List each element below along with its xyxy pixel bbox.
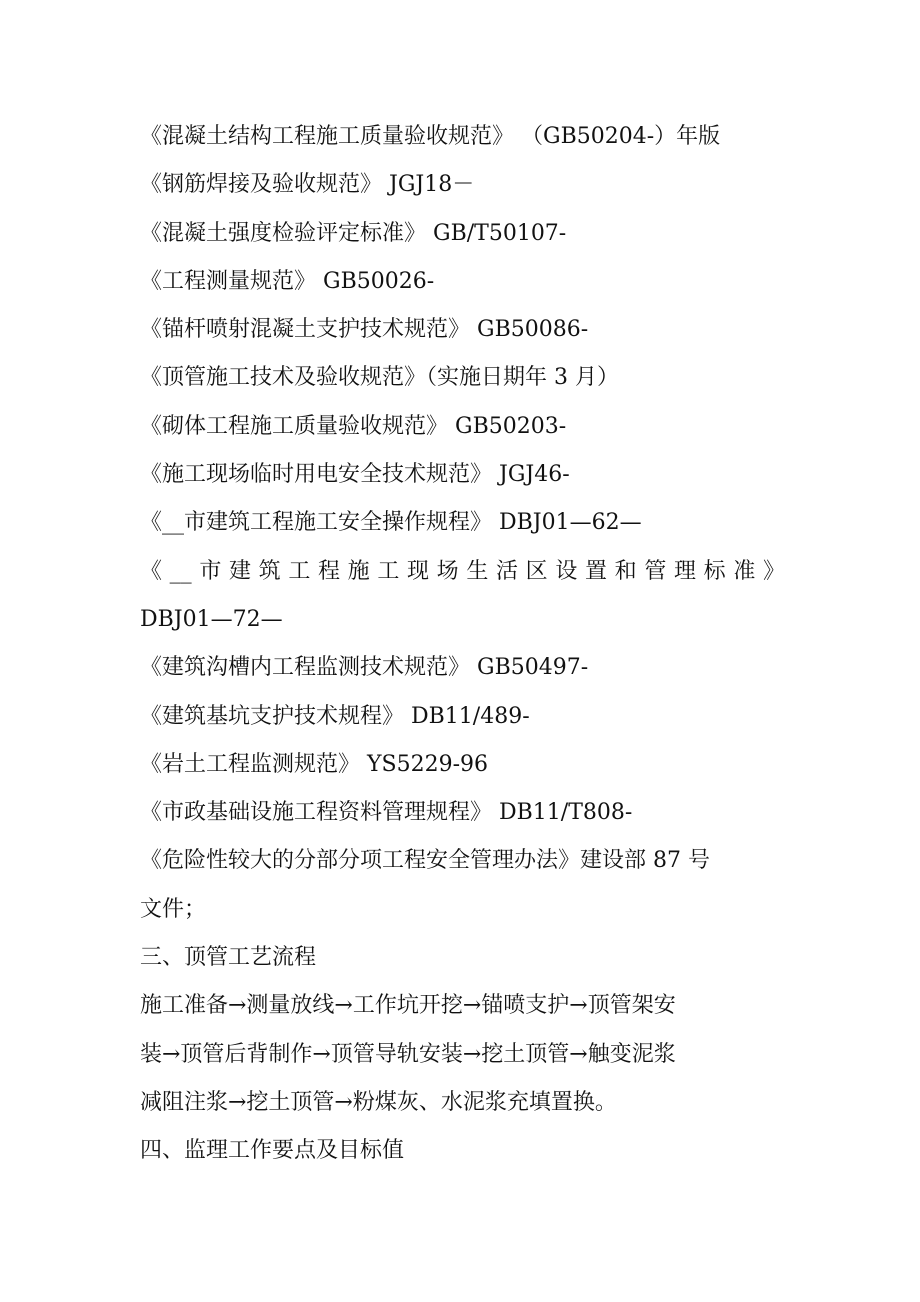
process-flow-line-1: 施工准备→测量放线→工作坑开挖→锚喷支护→顶管架安 [140,993,676,1019]
section-heading-process-flow: 三、顶管工艺流程 [140,945,317,971]
standard-line-pipe-jacking: 《顶管施工技术及验收规范》（实施日期年 3 月） [140,365,619,391]
standard-line-municipal-records: 《市政基础设施工程资料管理规程》 DB11/T808- [140,800,633,826]
process-flow-line-3: 减阻注浆→挖土顶管→粉煤灰、水泥浆充填置换。 [140,1089,617,1115]
standard-line-rebar-welding: 《钢筋焊接及验收规范》 JGJ18－ [140,172,475,198]
standard-line-geotechnical-monitoring: 《岩土工程监测规范》 YS5229-96 [140,751,489,777]
section-heading-supervision: 四、监理工作要点及目标值 [140,1138,405,1164]
standard-line-living-area-code: DBJ01—72— [140,606,283,632]
document-body [140,113,785,1176]
standard-line-anchor-shotcrete: 《锚杆喷射混凝土支护技术规范》 GB50086- [140,317,589,343]
standard-line-masonry: 《砌体工程施工质量验收规范》 GB50203- [140,413,567,439]
standard-line-living-area: 《__市建筑工程施工现场生活区设置和管理标准》 [140,558,785,584]
standard-line-concrete-acceptance: 《混凝土结构工程施工质量验收规范》 （GB50204-）年版 [140,124,721,149]
standard-line-trench-monitoring: 《建筑沟槽内工程监测技术规范》 GB50497- [140,655,589,681]
standard-line-foundation-pit: 《建筑基坑支护技术规程》 DB11/489- [140,703,530,729]
standard-line-engineering-survey: 《工程测量规范》 GB50026- [140,268,435,294]
standard-line-temporary-power: 《施工现场临时用电安全技术规范》 JGJ46- [140,462,570,488]
standard-line-hazardous-works: 《危险性较大的分部分项工程安全管理办法》建设部 87 号 [140,848,710,874]
process-flow-line-2: 装→顶管后背制作→顶管导轨安装→挖土顶管→触变泥浆 [140,1041,676,1067]
standard-line-city-safety-rules: 《__市建筑工程施工安全操作规程》 DBJ01—62— [140,510,642,536]
standard-line-hazardous-works-cont: 文件； [140,896,207,922]
standard-line-concrete-strength: 《混凝土强度检验评定标准》 GB/T50107- [140,220,567,246]
